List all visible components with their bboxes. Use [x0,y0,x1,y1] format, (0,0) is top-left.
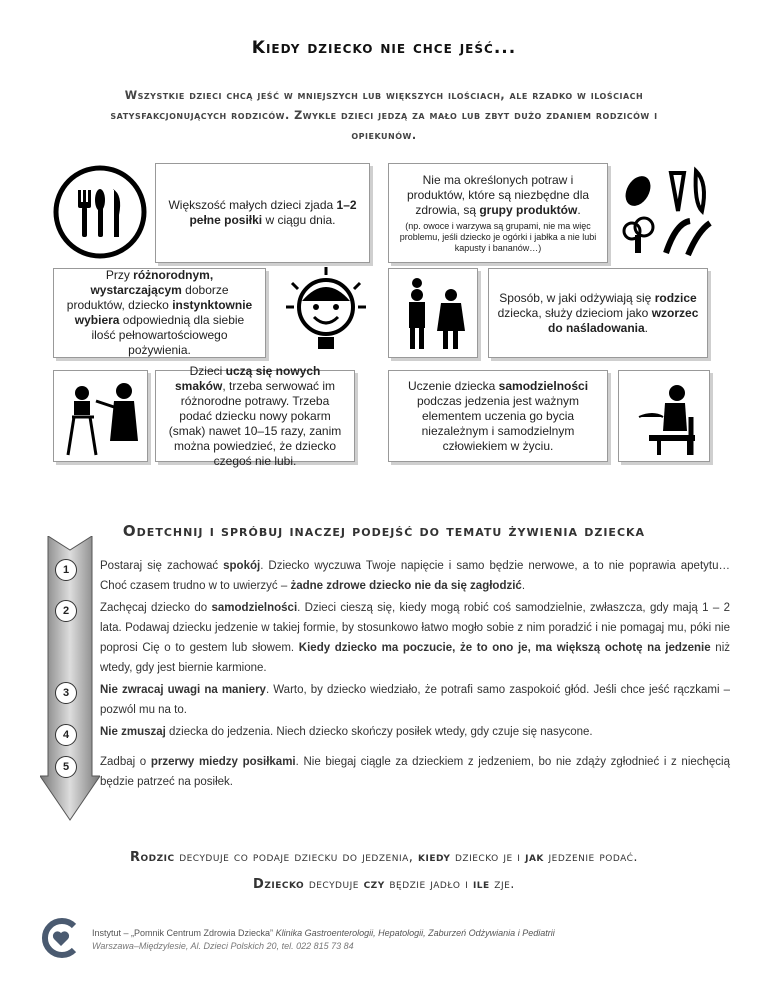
step-item-4: Nie zmuszaj dziecka do jedzenia. Niech dziecko skończy posiłek wtedy, gdy czuje się nasycone. [100,726,593,738]
info-box-product-groups: Nie ma określonych potraw i produktów, które są niezbędne dla zdrowia, są grupy produktów. (np. owoce i warzywa są grupami, nie ma więc problemu, jeśli dziecko je ogórki i jabłka a nie lubi kapusty i bananów…) [388,163,608,263]
cutlery-plate-icon [53,165,148,264]
info-box-instinct: Przy różnorodnym, wystarczającym doborze produktów, dziecko instynktownie wybiera odpowiednią dla siebie ilość pełnowartościowego pożywienia. [53,268,266,358]
step-item-2: Zachęcaj dziecko do samodzielności. Dzieci cieszą się, kiedy mogą robić coś samodzielnie, zwłaszcza, gdy mają 1 – 2 lata. Podawaj dziecku jedzenie w takiej formie, by stosunkowo łatwo mogło sobie z nim poradzić i nie pomagaj mu, póki nie poprosi Cię o to gestem lub słowem. Kiedy dziecko ma poczucie, że to ono je, ma większą ochotę na jedzenie niż wtedy, gdy jest biernie karmione. [100,602,730,674]
parents-icon-box [388,268,478,358]
parents-child-icon [389,269,477,357]
institute-logo-icon [40,918,82,962]
step-number-5: 5 [55,756,77,778]
eating-icon-box [618,370,710,462]
step-number-4: 4 [55,724,77,746]
intro-text: Wszystkie dzieci chcą jeść w mniejszych lub większych ilościach, ale rzadko w ilościach satysfakcjonujących rodziców. Zwykle dzieci jedzą za mało lub zbyt dużo zdaniem rodziców i opiekunów. [110,89,658,142]
parent-decides-line: Rodzic decyduje co podaje dziecku do jedzenia, kiedy dziecko je i jak jedzenie podać. [129,850,639,865]
step-number-2: 2 [55,600,77,622]
info-box-parents-role: Sposób, w jaki odżywiają się rodzice dziecka, służy dzieciom jako wzorzec do naśladowania. [488,268,708,358]
step-item-1: Postaraj się zachować spokój. Dziecko wyczuwa Twoje napięcie i samo będzie nerwowe, a to nie poprawia apetytu… Choć czasem trudno w to uwierzyć – żadne zdrowe dziecko nie da się zagłodzić. [100,560,730,592]
step-number-1: 1 [55,559,77,581]
child-eating-icon [619,371,709,461]
step-number-3: 3 [55,682,77,704]
info-box-meals: Większość małych dzieci zjada 1–2 pełne posiłki w ciągu dnia. [155,163,370,263]
info-box-new-tastes: Dzieci uczą się nowych smaków, trzeba serwować im różnorodne potrawy. Trzeba podać dziecku nowy pokarm (smak) nawet 10–15 razy, zanim można powiedzieć, że dziecko czegoś nie lubi. [155,370,355,462]
child-decides-line: Dziecko decyduje czy będzie jadło i ile zje. [253,877,515,892]
info-box-independence: Uczenie dziecka samodzielności podczas jedzenia jest ważnym elementem uczenia go bycia niezależnym i samodzielnym człowiekiem w życiu. [388,370,608,462]
section-title: Odetchnij i spróbuj inaczej podejść do tematu żywienia dziecka [122,522,646,540]
step-item-5: Zadbaj o przerwy miedzy posiłkami. Nie biegaj ciągle za dzieckiem z jedzeniem, bo nie zdąży zgłodnieć i z niechęcią będzie patrzeć na posiłek. [100,756,731,788]
step-item-3: Nie zwracaj uwagi na maniery. Warto, by dziecko wiedziało, że potrafi samo zaspokoić głód. Jeśli chce jeść rączkami – pozwól mu na to. [100,684,730,716]
parent-feeding-child-icon [54,371,147,461]
feeding-icon-box [53,370,148,462]
vegetables-icon [616,163,716,267]
page-title: Kiedy dziecko nie chce jeść... [251,38,517,58]
footer-institute: Instytut – „Pomnik Centrum Zdrowia Dziecka” Klinika Gastroenterologii, Hepatologii, Zaburzeń Odżywiania i Pediatrii [92,928,555,938]
smiling-face-bulb-icon [276,265,376,364]
footer-address: Warszawa–Międzylesie, Al. Dzieci Polskich 20, tel. 022 815 73 84 [92,941,354,951]
